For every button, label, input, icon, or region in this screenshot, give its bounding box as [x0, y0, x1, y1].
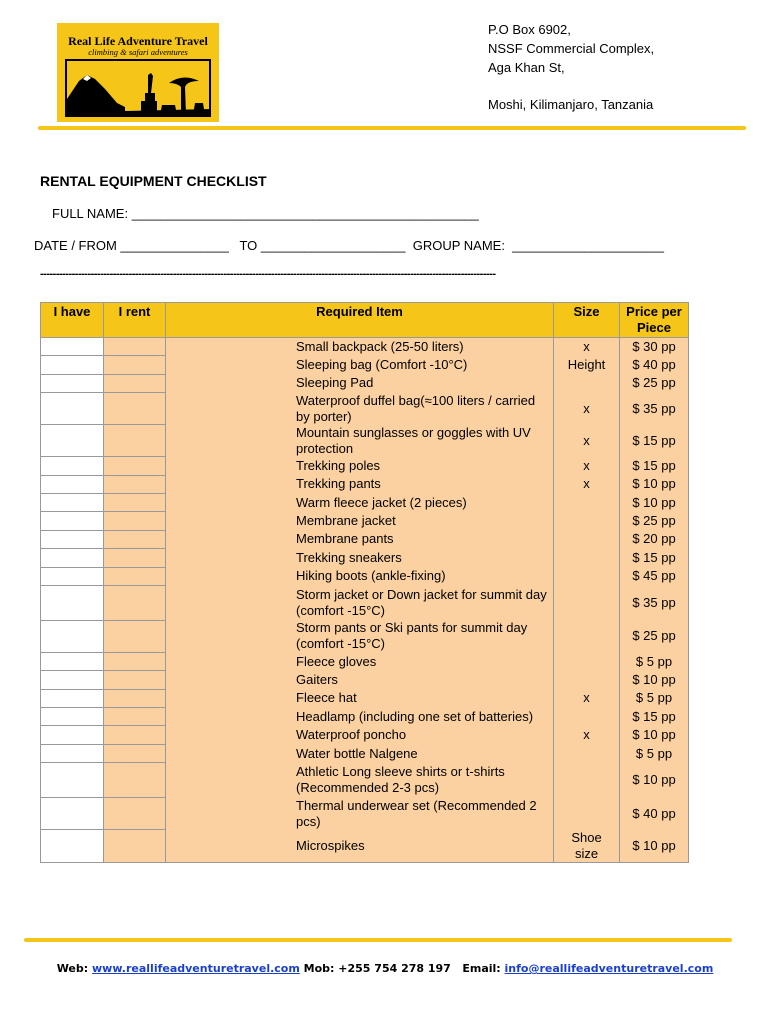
table-row: [41, 652, 689, 670]
item-name: Trekking poles: [166, 457, 554, 475]
have-checkbox[interactable]: [41, 475, 104, 493]
item-size: [554, 798, 620, 830]
footer-mob-label: Mob:: [303, 962, 335, 975]
rent-checkbox[interactable]: [104, 425, 166, 457]
item-price: $ 45 pp: [620, 567, 689, 585]
item-size: Shoe size: [554, 830, 620, 863]
item-size: [554, 620, 620, 652]
item-size: x: [554, 689, 620, 707]
rent-checkbox[interactable]: [104, 585, 166, 620]
rent-checkbox[interactable]: [104, 457, 166, 475]
item-name: Hiking boots (ankle-fixing): [166, 567, 554, 585]
item-price: $ 10 pp: [620, 726, 689, 744]
item-size: [554, 652, 620, 670]
table-row: [41, 798, 689, 830]
item-name: Water bottle Nalgene: [166, 744, 554, 762]
item-size: [554, 567, 620, 585]
item-name: Small backpack (25-50 liters): [166, 338, 554, 356]
header-rent: I rent: [104, 303, 166, 338]
table-row: [41, 689, 689, 707]
item-name: Gaiters: [166, 671, 554, 689]
item-size: [554, 530, 620, 548]
item-name: Sleeping Pad: [166, 374, 554, 392]
have-checkbox[interactable]: [41, 830, 104, 863]
have-checkbox[interactable]: [41, 763, 104, 798]
item-name: Thermal underwear set (Recommended 2 pcs): [166, 798, 554, 830]
table-row: [41, 708, 689, 726]
item-price: $ 40 pp: [620, 356, 689, 374]
header-have: I have: [41, 303, 104, 338]
item-size: x: [554, 475, 620, 493]
safari-silhouette-icon: [65, 59, 211, 117]
item-size: [554, 374, 620, 392]
logo-tagline: climbing & safari adventures: [88, 47, 188, 57]
have-checkbox[interactable]: [41, 726, 104, 744]
have-checkbox[interactable]: [41, 425, 104, 457]
table-row: [41, 493, 689, 511]
address-line-3: Aga Khan St,: [488, 60, 565, 75]
item-size: x: [554, 726, 620, 744]
full-name-field[interactable]: FULL NAME: ________________________________________________: [52, 206, 479, 221]
have-checkbox[interactable]: [41, 708, 104, 726]
rent-checkbox[interactable]: [104, 652, 166, 670]
item-name: Trekking sneakers: [166, 549, 554, 567]
item-size: [554, 493, 620, 511]
footer-email-label: Email:: [462, 962, 501, 975]
table-row: [41, 830, 689, 863]
rent-checkbox[interactable]: [104, 671, 166, 689]
table-row: [41, 549, 689, 567]
have-checkbox[interactable]: [41, 798, 104, 830]
have-checkbox[interactable]: [41, 567, 104, 585]
date-group-field[interactable]: DATE / FROM _______________ TO ____________________ GROUP NAME: _____________________: [34, 238, 664, 253]
item-name: Sleeping bag (Comfort -10°C): [166, 356, 554, 374]
rent-checkbox[interactable]: [104, 393, 166, 425]
rent-checkbox[interactable]: [104, 475, 166, 493]
logo-name: Real Life Adventure Travel: [68, 34, 208, 48]
footer-web-label: Web:: [56, 962, 89, 975]
item-price: $ 15 pp: [620, 457, 689, 475]
have-checkbox[interactable]: [41, 620, 104, 652]
have-checkbox[interactable]: [41, 689, 104, 707]
table-row: [41, 338, 689, 356]
rent-checkbox[interactable]: [104, 798, 166, 830]
have-checkbox[interactable]: [41, 585, 104, 620]
table-row: [41, 620, 689, 652]
item-name: Fleece hat: [166, 689, 554, 707]
item-size: [554, 708, 620, 726]
email-link[interactable]: info@reallifeadventuretravel.com: [504, 962, 714, 975]
rent-checkbox[interactable]: [104, 726, 166, 744]
address-line-4: Moshi, Kilimanjaro, Tanzania: [488, 97, 654, 112]
have-checkbox[interactable]: [41, 530, 104, 548]
item-name: Athletic Long sleeve shirts or t-shirts (Recommended 2-3 pcs): [166, 763, 554, 798]
table-row: [41, 671, 689, 689]
item-name: Waterproof poncho: [166, 726, 554, 744]
item-price: $ 5 pp: [620, 744, 689, 762]
company-address: [488, 20, 654, 114]
item-price: $ 25 pp: [620, 512, 689, 530]
have-checkbox[interactable]: [41, 374, 104, 392]
table-row: [41, 585, 689, 620]
item-price: $ 25 pp: [620, 374, 689, 392]
item-price: $ 15 pp: [620, 425, 689, 457]
item-price: $ 40 pp: [620, 798, 689, 830]
header-size: Size: [554, 303, 620, 338]
item-price: $ 25 pp: [620, 620, 689, 652]
item-price: $ 10 pp: [620, 830, 689, 863]
table-header-row: [41, 303, 689, 338]
item-size: [554, 744, 620, 762]
item-price: $ 10 pp: [620, 763, 689, 798]
table-row: [41, 530, 689, 548]
rent-checkbox[interactable]: [104, 493, 166, 511]
address-line-1: P.O Box 6902,: [488, 22, 571, 37]
item-price: $ 15 pp: [620, 549, 689, 567]
address-line-2: NSSF Commercial Complex,: [488, 41, 655, 56]
footer: [0, 962, 770, 975]
table-row: [41, 567, 689, 585]
rent-checkbox[interactable]: [104, 338, 166, 356]
rent-checkbox[interactable]: [104, 374, 166, 392]
have-checkbox[interactable]: [41, 338, 104, 356]
item-price: $ 35 pp: [620, 393, 689, 425]
item-name: Mountain sunglasses or goggles with UV protection: [166, 425, 554, 457]
have-checkbox[interactable]: [41, 393, 104, 425]
rent-checkbox[interactable]: [104, 356, 166, 374]
company-logo: [57, 23, 219, 122]
have-checkbox[interactable]: [41, 512, 104, 530]
item-price: $ 30 pp: [620, 338, 689, 356]
item-price: $ 5 pp: [620, 652, 689, 670]
rent-checkbox[interactable]: [104, 689, 166, 707]
item-name: Trekking pants: [166, 475, 554, 493]
rent-checkbox[interactable]: [104, 620, 166, 652]
item-price: $ 35 pp: [620, 585, 689, 620]
rent-checkbox[interactable]: [104, 830, 166, 863]
rent-checkbox[interactable]: [104, 744, 166, 762]
table-row: [41, 374, 689, 392]
item-price: $ 15 pp: [620, 708, 689, 726]
table-row: [41, 457, 689, 475]
have-checkbox[interactable]: [41, 549, 104, 567]
have-checkbox[interactable]: [41, 671, 104, 689]
footer-divider: [24, 938, 732, 942]
item-size: x: [554, 338, 620, 356]
item-name: Membrane pants: [166, 530, 554, 548]
website-link[interactable]: www.reallifeadventuretravel.com: [92, 962, 300, 975]
page-title: RENTAL EQUIPMENT CHECKLIST: [40, 173, 267, 189]
item-size: [554, 763, 620, 798]
item-size: x: [554, 393, 620, 425]
have-checkbox[interactable]: [41, 744, 104, 762]
item-price: $ 10 pp: [620, 475, 689, 493]
rent-checkbox[interactable]: [104, 549, 166, 567]
item-size: x: [554, 425, 620, 457]
item-size: [554, 671, 620, 689]
dashed-separator: ------------------------------------------------------------------------------------------------------------------------------------------------: [40, 268, 496, 280]
header-divider: [38, 126, 746, 130]
item-name: Headlamp (including one set of batteries): [166, 708, 554, 726]
item-name: Microspikes: [166, 830, 554, 863]
item-name: Storm pants or Ski pants for summit day (comfort -15°C): [166, 620, 554, 652]
item-name: Warm fleece jacket (2 pieces): [166, 493, 554, 511]
table-row: [41, 744, 689, 762]
rent-checkbox[interactable]: [104, 708, 166, 726]
have-checkbox[interactable]: [41, 493, 104, 511]
item-name: Fleece gloves: [166, 652, 554, 670]
item-name: Membrane jacket: [166, 512, 554, 530]
rent-checkbox[interactable]: [104, 512, 166, 530]
equipment-table: [40, 302, 689, 863]
item-size: [554, 585, 620, 620]
phone-number: +255 754 278 197: [338, 962, 451, 975]
header-price: Price per Piece: [620, 303, 689, 338]
item-price: $ 10 pp: [620, 493, 689, 511]
have-checkbox[interactable]: [41, 457, 104, 475]
table-row: [41, 763, 689, 798]
item-name: Storm jacket or Down jacket for summit day (comfort -15°C): [166, 585, 554, 620]
table-row: [41, 726, 689, 744]
rent-checkbox[interactable]: [104, 567, 166, 585]
table-row: [41, 393, 689, 425]
item-price: $ 20 pp: [620, 530, 689, 548]
table-row: [41, 475, 689, 493]
rent-checkbox[interactable]: [104, 530, 166, 548]
rent-checkbox[interactable]: [104, 763, 166, 798]
item-size: [554, 549, 620, 567]
table-row: [41, 356, 689, 374]
item-name: Waterproof duffel bag(≈100 liters / carried by porter): [166, 393, 554, 425]
item-size: x: [554, 457, 620, 475]
item-price: $ 10 pp: [620, 671, 689, 689]
item-size: [554, 512, 620, 530]
have-checkbox[interactable]: [41, 356, 104, 374]
item-size: Height: [554, 356, 620, 374]
have-checkbox[interactable]: [41, 652, 104, 670]
table-row: [41, 512, 689, 530]
item-price: $ 5 pp: [620, 689, 689, 707]
header-item: Required Item: [166, 303, 554, 338]
table-row: [41, 425, 689, 457]
